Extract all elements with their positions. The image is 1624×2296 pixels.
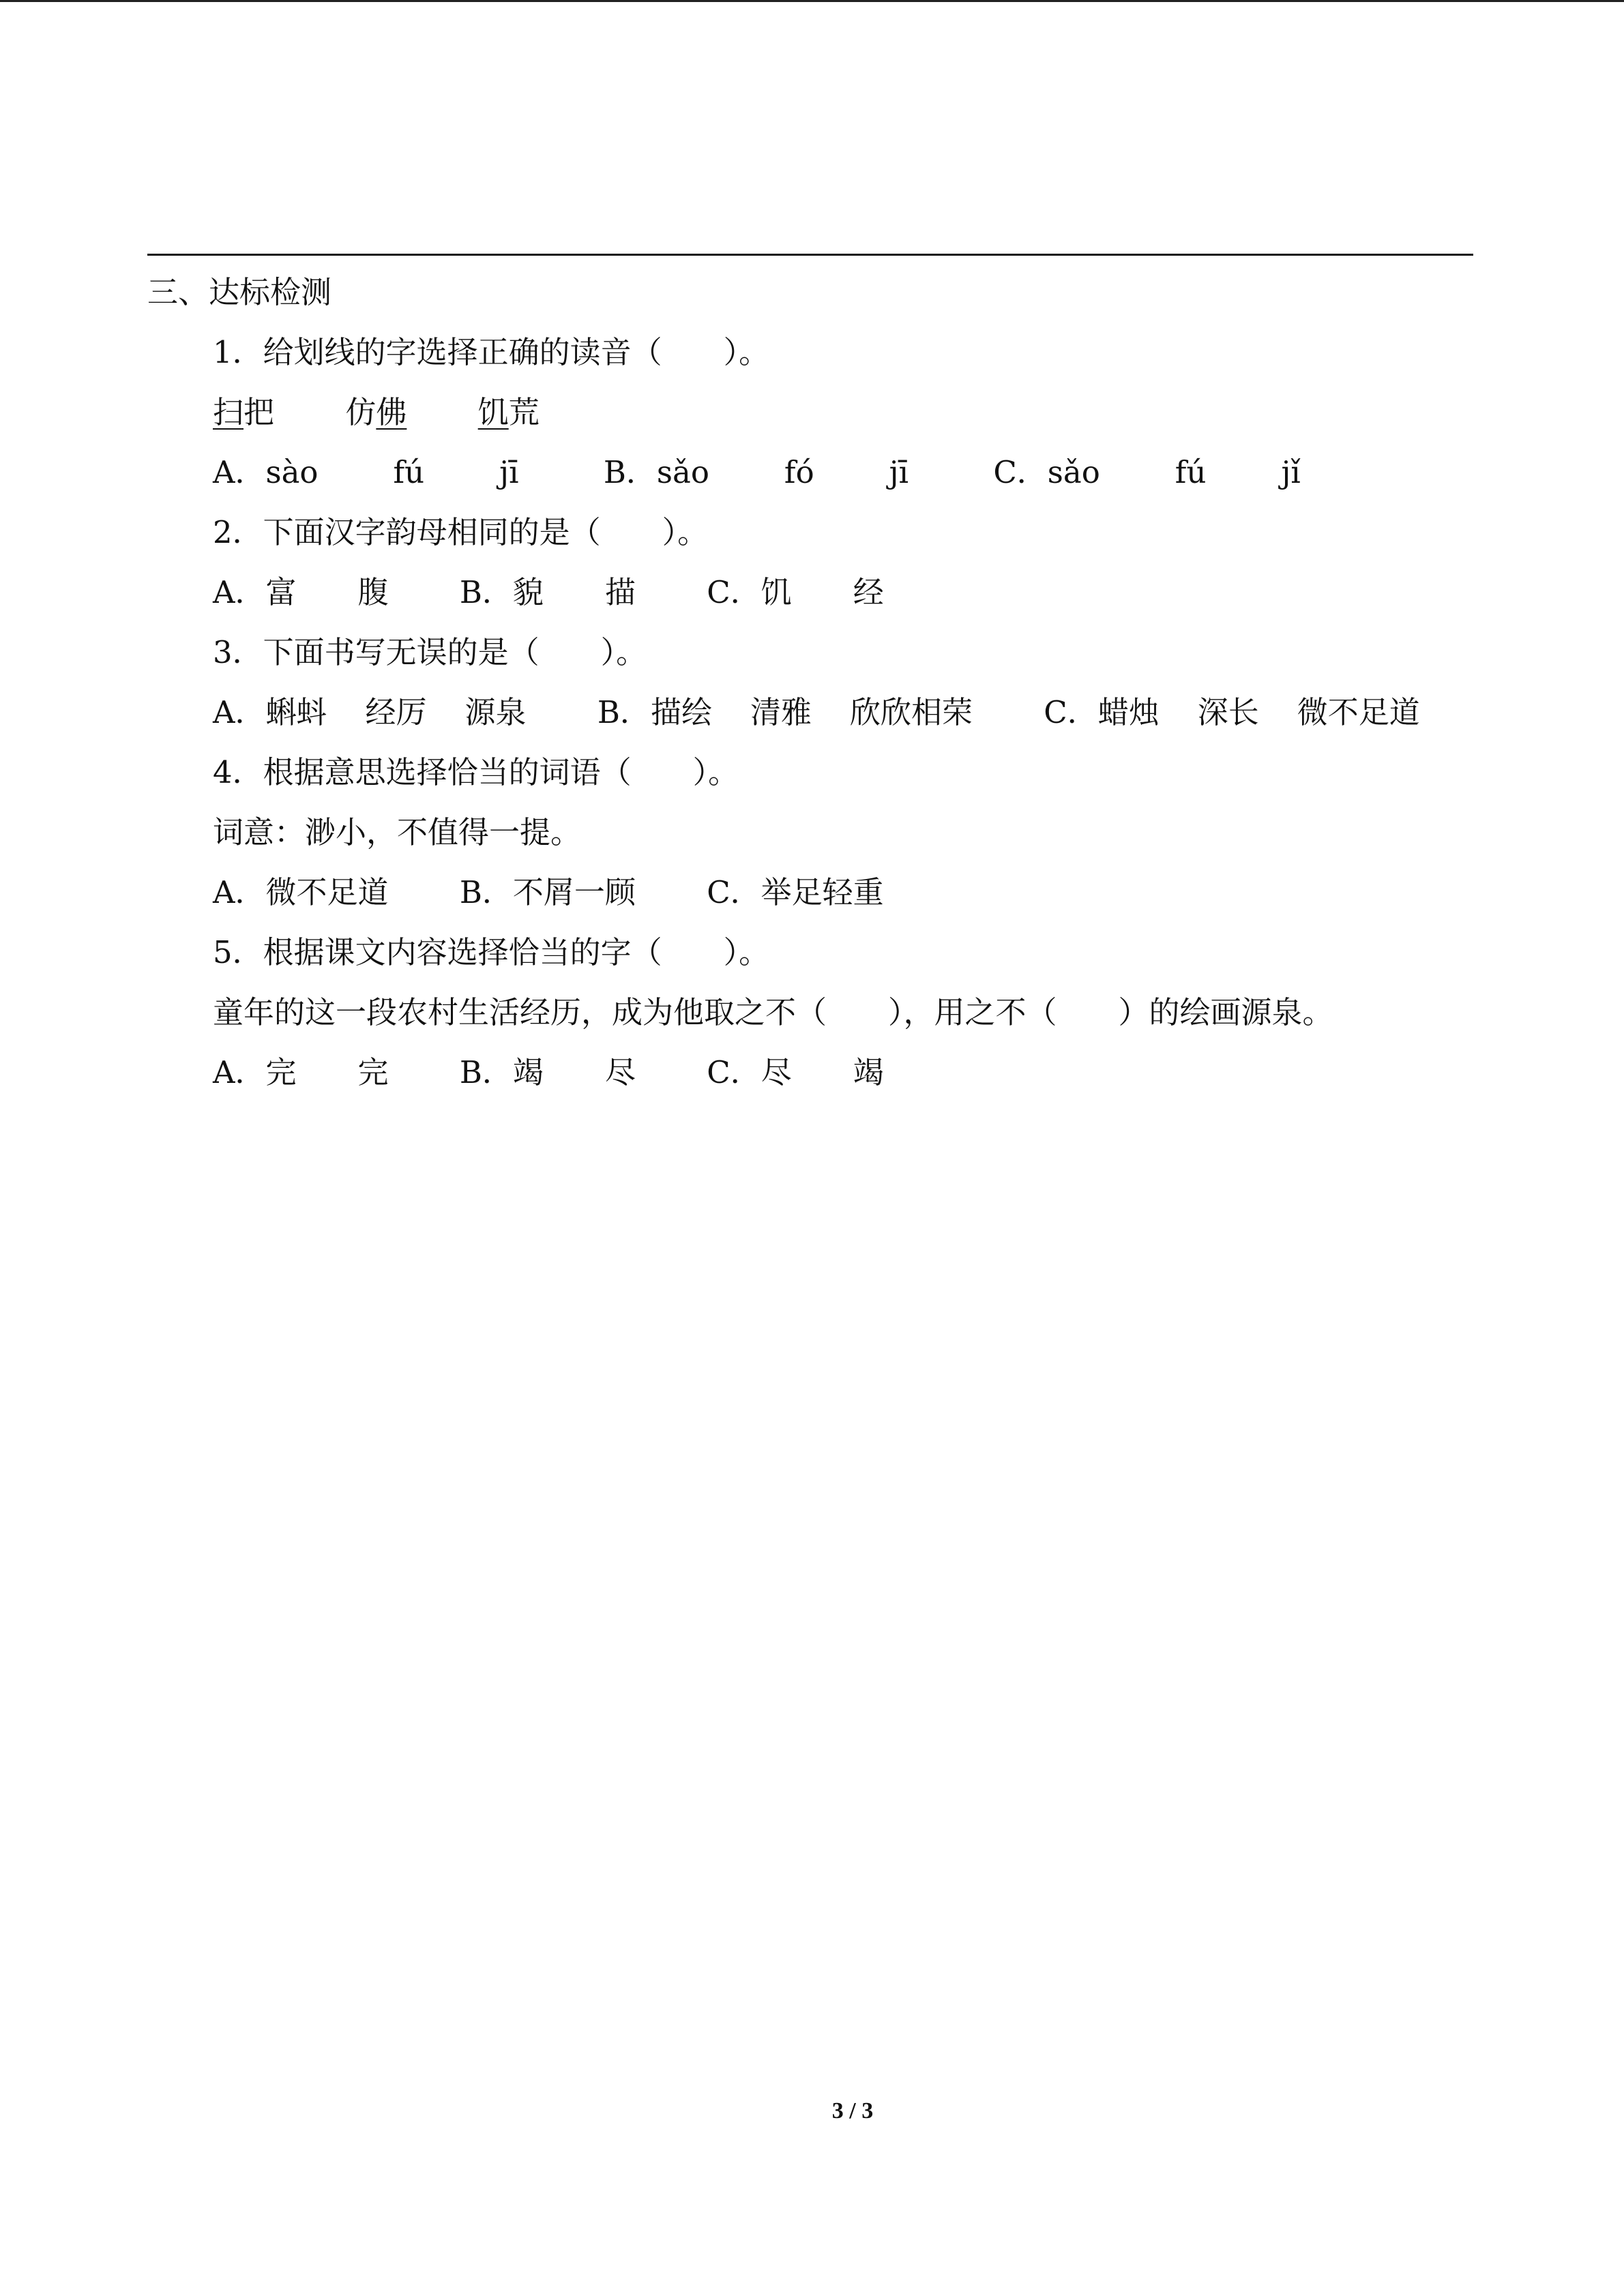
exercise-content — [147, 263, 1484, 1103]
word-1: 扫把 — [213, 394, 275, 430]
header-rule — [147, 254, 1473, 256]
option-a[interactable]: A．富 腹 — [213, 574, 389, 610]
option-c[interactable]: C．sǎo fú jǐ — [993, 454, 1301, 490]
question-5-sentence: 童年的这一段农村生活经历，成为他取之不（ ），用之不（ ）的绘画源泉。 — [213, 994, 1333, 1030]
question-1-words — [147, 383, 1484, 443]
option-c[interactable]: C．举足轻重 — [707, 874, 884, 910]
question-1-stem: 1．给划线的字选择正确的读音（ ）。 — [213, 334, 770, 370]
option-a[interactable]: A．微不足道 — [213, 874, 389, 910]
option-c[interactable]: C．蜡烛 深长 微不足道 — [1044, 694, 1420, 730]
question-2-options — [147, 563, 1484, 623]
page-top-border — [0, 0, 1624, 2]
question-3-stem: 3．下面书写无误的是（ ）。 — [213, 634, 647, 670]
option-b[interactable]: B．sǎo fó jī — [603, 454, 909, 490]
question-4-stem: 4．根据意思选择恰当的词语（ ）。 — [213, 754, 739, 790]
option-b[interactable]: B．不屑一顾 — [459, 874, 636, 910]
option-a[interactable]: A．完 完 — [213, 1054, 389, 1090]
word-2: 仿佛 — [345, 394, 407, 430]
section-title: 三、达标检测 — [147, 274, 332, 310]
page-number: 3 / 3 — [831, 2098, 874, 2123]
question-5-stem: 5．根据课文内容选择恰当的字（ ）。 — [213, 934, 770, 970]
option-b[interactable]: B．描绘 清雅 欣欣相荣 — [597, 694, 973, 730]
question-1-options — [147, 443, 1484, 503]
word-3: 饥荒 — [477, 394, 540, 430]
question-4-meaning: 词意：渺小，不值得一提。 — [213, 814, 582, 850]
option-c[interactable]: C．尽 竭 — [707, 1054, 884, 1090]
option-a[interactable]: A．sào fú jī — [213, 454, 519, 490]
question-2-stem: 2．下面汉字韵母相同的是（ ）。 — [213, 514, 709, 550]
question-4-options — [147, 863, 1484, 923]
question-3-options — [147, 683, 1484, 743]
option-c[interactable]: C．饥 经 — [707, 574, 884, 610]
option-b[interactable]: B．竭 尽 — [459, 1054, 636, 1090]
option-a[interactable]: A．蝌蚪 经厉 源泉 — [213, 694, 527, 730]
question-5-options — [147, 1043, 1484, 1103]
option-b[interactable]: B．貌 描 — [459, 574, 636, 610]
